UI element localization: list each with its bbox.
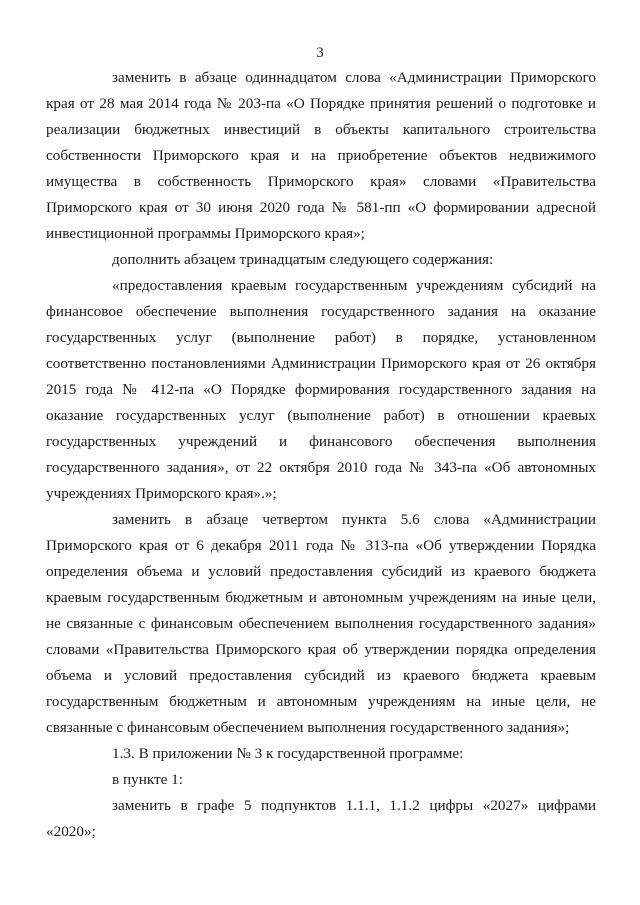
page-number: 3 bbox=[316, 45, 324, 61]
document-body bbox=[0, 65, 640, 845]
paragraph-replace-fourth-5-6: заменить в абзаце четвертом пункта 5.6 слова «Администрации Приморского края от 6 декабря 2011 года № 313-па «Об утверждении Порядка определения объема и условий предоставления субсидий из краевого бюджета краевым государственным бюджетным и автономным учреждениям на иные цели, не связанные с финансовым обеспечением выполнения государственного задания» словами «Правительства Приморского края об утверждении порядка определения объема и условий предоставления субсидий из краевого бюджета краевым государственным бюджетным и автономным учреждениям на иные цели, не связанные с финансовым обеспечением выполнения государственного задания»; bbox=[46, 511, 596, 736]
paragraph-subsidies-quote: «предоставления краевым государственным учреждениям субсидий на финансовое обеспечение выполнения государственного задания на оказание государственных услуг (выполнение работ) в порядке, установленном соответственно постановлениями Администрации Приморского края от 26 октября 2015 года № 412-па «О Порядке формирования государственного задания на оказание государственных услуг (выполнение работ) в отношении краевых государственных учреждений и финансового обеспечения выполнения государственного задания», от 22 октября 2010 года № 343-па «Об автономных учреждениях Приморского края».»; bbox=[46, 277, 596, 502]
paragraph-replace-column-5: заменить в графе 5 подпунктов 1.1.1, 1.1.2 цифры «2027» цифрами «2020»; bbox=[46, 797, 596, 840]
paragraph-item-1: в пункте 1: bbox=[112, 771, 183, 788]
paragraph-appendix-3: 1.3. В приложении № 3 к государственной программе: bbox=[112, 745, 464, 762]
paragraph-replace-eleventh: заменить в абзаце одиннадцатом слова «Администрации Приморского края от 28 мая 2014 года № 203-па «О Порядке принятия решений о подготовке и реализации бюджетных инвестиций в объекты капитального строительства собственности Приморского края и на приобретение объектов недвижимого имущества в собственность Приморского края» словами «Правительства Приморского края от 30 июня 2020 года № 581-пп «О формировании адресной инвестиционной программы Приморского края»; bbox=[46, 69, 596, 242]
paragraph-add-thirteenth: дополнить абзацем тринадцатым следующего содержания: bbox=[112, 251, 494, 268]
